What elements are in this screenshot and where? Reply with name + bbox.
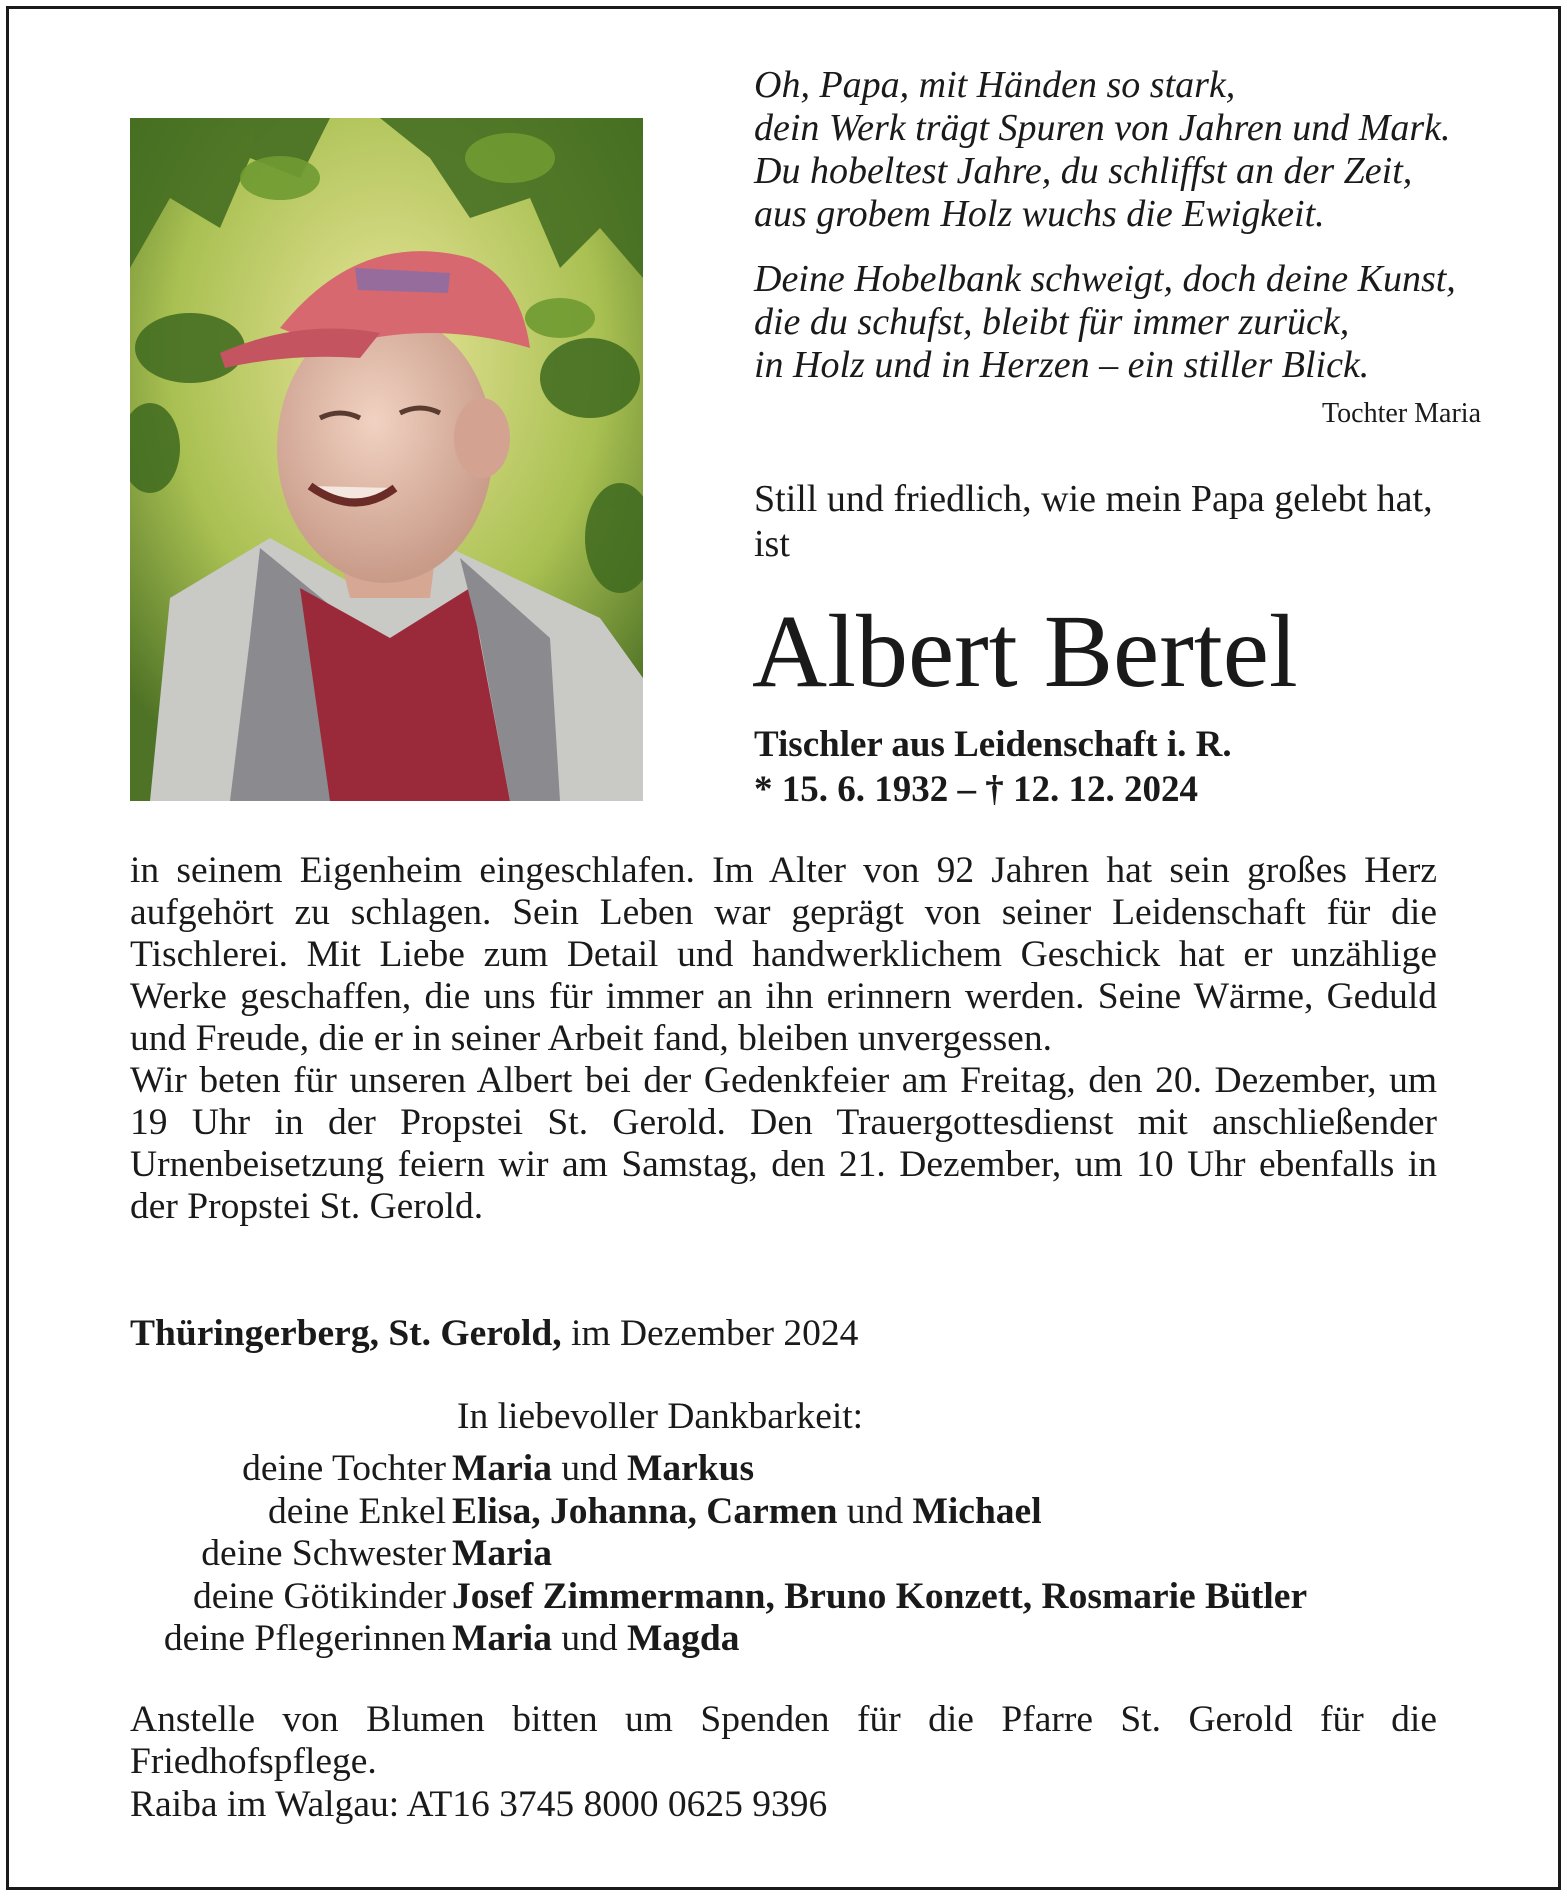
poem-line: die du schufst, bleibt für immer zurück, <box>754 301 1350 343</box>
body-paragraph: in seinem Eigenheim eingeschlafen. Im Alter von 92 Jahren hat sein großes Herz aufgehört zu schlagen. Sein Leben war geprägt von seiner Leidenschaft für die Tischlerei. Mit Liebe zum Detail und handwerklichem Geschick hat er unzählige Werke geschaffen, die uns für immer an ihn erinnern werden. Seine Wärme, Geduld und Freude, die er in seiner Arbeit fand, bleiben unvergessen. <box>130 850 1437 1059</box>
family-list <box>100 1448 1307 1661</box>
portrait-photo <box>130 118 643 801</box>
family-member-name: Markus <box>626 1448 755 1489</box>
family-relation: deine Enkel <box>267 1490 446 1532</box>
family-member-name: Maria <box>452 1448 552 1489</box>
family-relation: deine Pflegerinnen <box>163 1618 446 1659</box>
deceased-name: Albert Bertel <box>752 594 1298 709</box>
poem-line: dein Werk trägt Spuren von Jahren und Mark. <box>754 107 1451 149</box>
family-row <box>100 1448 1307 1491</box>
family-member-name: Magda <box>626 1618 740 1659</box>
family-row <box>100 1533 1307 1576</box>
donation-note: Anstelle von Blumen bitten um Spenden für die Pfarre St. Gerold für die Friedhofspflege. <box>130 1699 1437 1782</box>
poem-signature: Tochter Maria <box>1322 398 1481 429</box>
poem-line: Deine Hobelbank schweigt, doch deine Kunst, <box>754 258 1456 300</box>
poem-line: Du hobeltest Jahre, du schliffst an der Zeit, <box>754 150 1413 192</box>
body-paragraph: Wir beten für unseren Albert bei der Gedenkfeier am Freitag, den 20. Dezember, um 19 Uhr in der Propstei St. Gerold. Den Trauergottesdienst mit anschließender Urnenbeisetzung feiern wir am Samstag, den 21. Dezember, um 10 Uhr ebenfalls in der Propstei St. Gerold. <box>130 1060 1437 1227</box>
family-row <box>100 1576 1307 1619</box>
poem-line: aus grobem Holz wuchs die Ewigkeit. <box>754 193 1325 235</box>
poem <box>754 64 1494 409</box>
family-relation: deine Tochter <box>242 1448 446 1489</box>
obituary-body <box>130 850 1437 1228</box>
family-row <box>100 1491 1307 1534</box>
place-month: im Dezember 2024 <box>570 1313 859 1354</box>
thanks-heading: In liebevoller Dankbarkeit: <box>457 1396 864 1437</box>
poem-stanza-1 <box>754 64 1494 236</box>
family-member-name: Maria <box>452 1618 552 1659</box>
poem-stanza-2 <box>754 258 1494 387</box>
family-relation: deine Schwester <box>201 1533 446 1574</box>
poem-line: in Holz und in Herzen – ein stiller Blick. <box>754 344 1370 386</box>
intro-text: Still und friedlich, wie mein Papa gelebt hat, ist <box>754 478 1433 565</box>
deceased-dates: * 15. 6. 1932 – † 12. 12. 2024 <box>754 769 1198 810</box>
deceased-occupation: Tischler aus Leidenschaft i. R. <box>754 724 1232 765</box>
family-member-name: Elisa, Johanna, Carmen <box>452 1490 838 1532</box>
family-names <box>452 1576 1307 1619</box>
family-row <box>100 1618 1307 1661</box>
bank-details: Raiba im Walgau: AT16 3745 8000 0625 9396 <box>130 1784 828 1825</box>
family-conjunction: und <box>551 1618 627 1659</box>
family-names <box>452 1533 552 1576</box>
place-location: Thüringerberg, St. Gerold, <box>130 1313 562 1354</box>
poem-line: Oh, Papa, mit Händen so stark, <box>754 64 1236 106</box>
family-names <box>452 1448 754 1491</box>
family-names <box>452 1618 739 1661</box>
family-names <box>452 1491 1042 1534</box>
family-member-name: Maria <box>452 1533 552 1574</box>
family-conjunction: und <box>551 1448 627 1489</box>
family-conjunction: und <box>837 1490 913 1532</box>
family-relation: deine Götikinder <box>192 1575 446 1617</box>
place-date <box>130 1311 858 1356</box>
family-member-name: Michael <box>912 1490 1042 1532</box>
family-member-name: Josef Zimmermann, Bruno Konzett, Rosmarie Bütler <box>452 1575 1308 1617</box>
